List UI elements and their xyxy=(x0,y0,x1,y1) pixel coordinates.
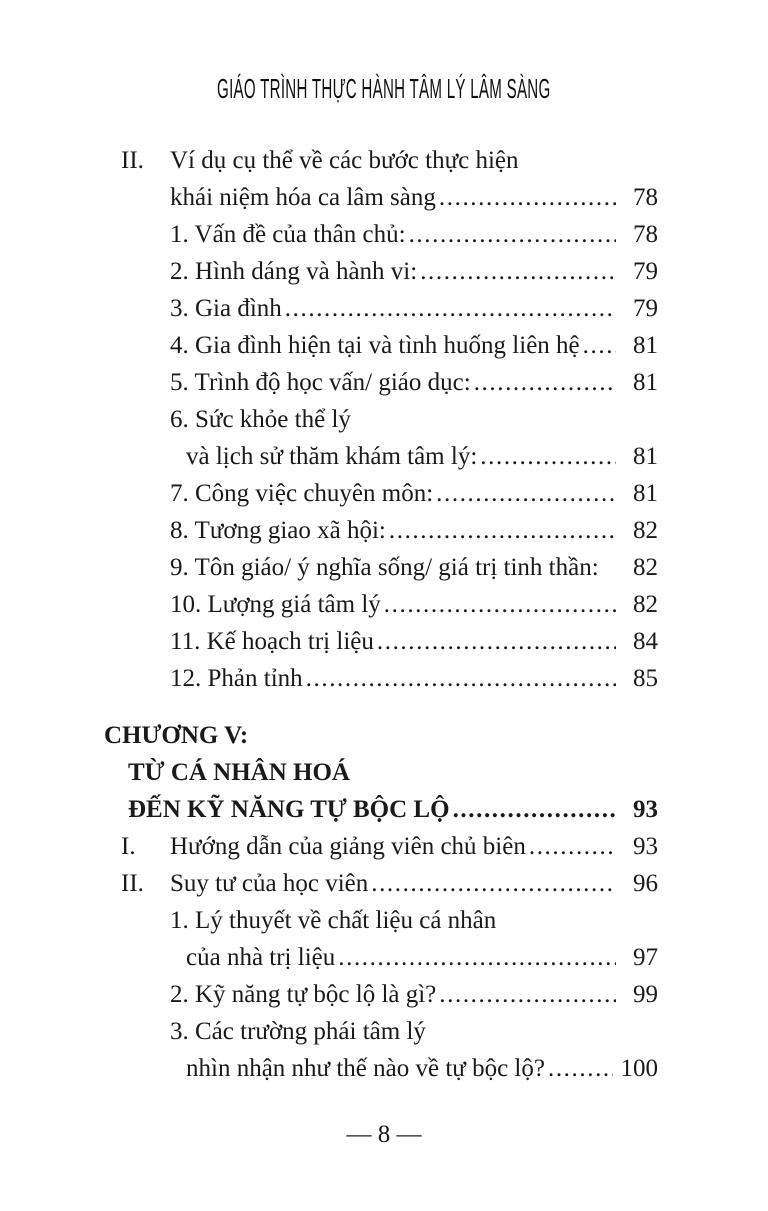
toc-row xyxy=(0,216,658,253)
toc-row xyxy=(0,438,658,475)
toc-row-text: 1. Lý thuyết về chất liệu cá nhân xyxy=(170,907,497,934)
toc-row-text: 10. Lượng giá tâm lý xyxy=(170,591,381,618)
toc-row xyxy=(0,1013,658,1050)
page-number: 78 xyxy=(633,221,658,248)
page-number: 82 xyxy=(633,517,658,544)
dot-leader xyxy=(381,586,616,623)
page-number: 79 xyxy=(633,258,658,285)
toc-row xyxy=(0,142,658,179)
toc-row-text: 2. Hình dáng và hành vi: xyxy=(170,258,418,285)
dot-leader xyxy=(303,660,616,697)
page-number: 93 xyxy=(633,796,658,823)
dot-leader xyxy=(433,475,616,512)
page-number: 97 xyxy=(633,944,658,971)
toc-row xyxy=(0,401,658,438)
toc-row-label: I. xyxy=(121,833,136,860)
dot-leader xyxy=(368,865,616,902)
toc-row-text: 4. Gia đình hiện tại và tình huống liên hệ xyxy=(170,332,580,359)
dot-leader xyxy=(282,290,616,327)
toc-row-text: Ví dụ cụ thể về các bước thực hiện xyxy=(170,147,519,174)
toc-row xyxy=(0,549,658,586)
toc-row-label: II. xyxy=(121,147,144,174)
toc-row xyxy=(0,902,658,939)
page-number: 100 xyxy=(620,1055,658,1082)
page-number: 78 xyxy=(633,184,658,211)
toc-row-text: 3. Các trường phái tâm lý xyxy=(170,1018,426,1045)
toc-row xyxy=(0,623,658,660)
footer-page-number: — 8 — xyxy=(346,1121,422,1148)
toc-row-text: 9. Tôn giáo/ ý nghĩa sống/ giá trị tinh thần: xyxy=(170,554,599,581)
toc-row-text: của nhà trị liệu xyxy=(186,944,336,971)
page-number: 82 xyxy=(633,591,658,618)
dot-leader xyxy=(335,939,616,976)
toc-row-text: 5. Trình độ học vấn/ giáo dục: xyxy=(170,369,471,396)
toc-row-text: 2. Kỹ năng tự bộc lộ là gì? xyxy=(170,981,437,1008)
dot-leader xyxy=(477,438,616,475)
dot-leader xyxy=(417,253,616,290)
dot-leader xyxy=(471,364,616,401)
dot-leader xyxy=(580,327,616,364)
toc-row-text: TỪ CÁ NHÂN HOÁ xyxy=(128,759,350,786)
book-title: GIÁO TRÌNH THỰC HÀNH TÂM LÝ LÂM SÀNG xyxy=(217,73,551,104)
dot-leader xyxy=(436,976,616,1013)
toc-row xyxy=(0,290,658,327)
toc-row-text: nhìn nhận như thế nào về tự bộc lộ? xyxy=(186,1055,545,1082)
toc-row xyxy=(0,364,658,401)
toc-row xyxy=(0,512,658,549)
dot-leader xyxy=(436,179,616,216)
toc-row-text: Hướng dẫn của giảng viên chủ biên xyxy=(170,833,526,860)
toc-row-text: 8. Tương giao xã hội: xyxy=(170,517,386,544)
toc xyxy=(0,142,658,1087)
toc-row xyxy=(0,475,658,512)
toc-row xyxy=(0,865,658,902)
page-number: 84 xyxy=(633,628,658,655)
toc-row xyxy=(0,976,658,1013)
page-number: 81 xyxy=(633,480,658,507)
toc-row-text: khái niệm hóa ca lâm sàng xyxy=(170,184,436,211)
toc-row xyxy=(0,660,658,697)
page-number: 81 xyxy=(633,443,658,470)
toc-row-text: 6. Sức khỏe thể lý xyxy=(170,406,351,433)
toc-row-text: 1. Vấn đề của thân chủ: xyxy=(170,221,406,248)
toc-row xyxy=(0,1050,658,1087)
page-number: 93 xyxy=(633,833,658,860)
page-number: 81 xyxy=(633,332,658,359)
toc-row xyxy=(0,717,658,754)
toc-row-text: 12. Phản tỉnh xyxy=(170,665,303,692)
toc-row xyxy=(0,828,658,865)
toc-row xyxy=(0,939,658,976)
toc-row xyxy=(0,586,658,623)
toc-row-text: ĐẾN KỸ NĂNG TỰ BỘC LỘ xyxy=(128,796,450,823)
page-number: 82 xyxy=(633,554,658,581)
dot-leader xyxy=(545,1050,613,1087)
dot-leader xyxy=(406,216,616,253)
toc-row xyxy=(0,754,658,791)
toc-row xyxy=(0,791,658,828)
page-number: 79 xyxy=(633,295,658,322)
page-number: 85 xyxy=(633,665,658,692)
page-number: 96 xyxy=(633,870,658,897)
page-footer xyxy=(0,1120,768,1150)
dot-leader xyxy=(526,828,616,865)
dot-leader xyxy=(386,512,616,549)
toc-row xyxy=(0,253,658,290)
dot-leader xyxy=(374,623,616,660)
page-number: 99 xyxy=(633,981,658,1008)
toc-row-text: 3. Gia đình xyxy=(170,295,282,322)
page-number: 81 xyxy=(633,369,658,396)
running-header xyxy=(0,72,768,111)
toc-row-text: 7. Công việc chuyên môn: xyxy=(170,480,434,507)
toc-row-text: Suy tư của học viên xyxy=(170,870,369,897)
toc-row xyxy=(0,179,658,216)
dot-leader xyxy=(450,791,616,828)
toc-row-label: II. xyxy=(121,870,144,897)
toc-row-text: CHƯƠNG V: xyxy=(104,722,249,749)
toc-row-text: 11. Kế hoạch trị liệu xyxy=(170,628,374,655)
toc-row xyxy=(0,327,658,364)
toc-row-text: và lịch sử thăm khám tâm lý: xyxy=(186,443,478,470)
